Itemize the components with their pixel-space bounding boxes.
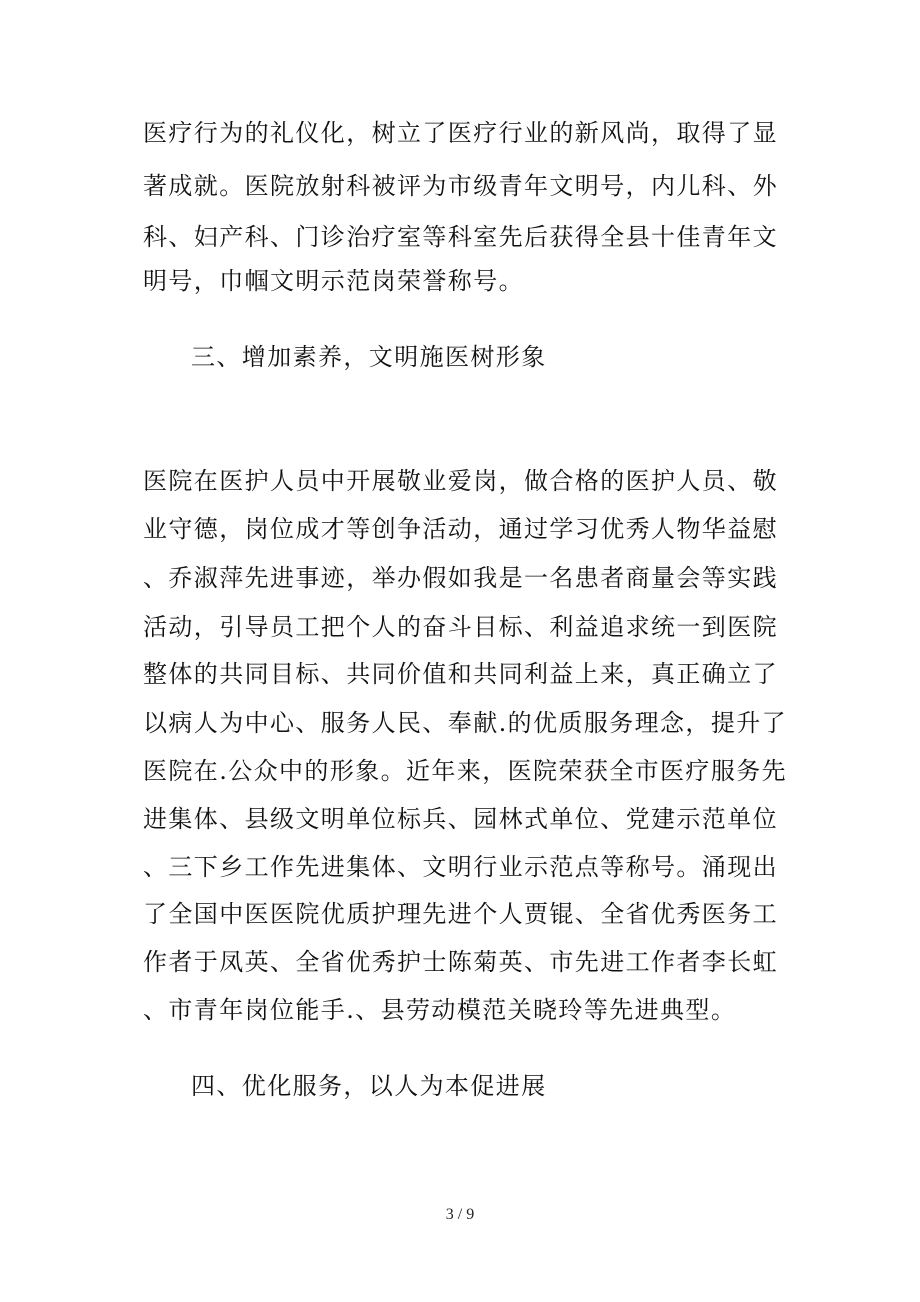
section-heading-4: 四、优化服务，以人为本促进展 [191, 1072, 547, 1100]
paragraph-2-line-8: 进集体、县级文明单位标兵、园林式单位、党建示范单位 [143, 805, 778, 833]
paragraph-2-line-2: 业守德，岗位成才等创争活动，通过学习优秀人物华益慰 [143, 515, 778, 543]
paragraph-2-line-12: 、市青年岗位能手.、县劳动模范关晓玲等先进典型。 [143, 996, 737, 1024]
paragraph-2-line-10: 了全国中医医院优质护理先进个人贾锟、全省优秀医务工 [143, 900, 778, 928]
paragraph-2-line-3: 、乔淑萍先进事迹，举办假如我是一名患者商量会等实践 [143, 564, 778, 592]
paragraph-1-line-2: 著成就。医院放射科被评为市级青年文明号，内儿科、外 [143, 172, 778, 200]
section-heading-3: 三、增加素养，文明施医树形象 [191, 343, 547, 371]
paragraph-2-line-9: 、三下乡工作先进集体、文明行业示范点等称号。涌现出 [143, 853, 778, 881]
page-number: 3 / 9 [445, 1206, 475, 1223]
paragraph-2-line-7: 医院在.公众中的形象。近年来，医院荣获全市医疗服务先 [143, 757, 788, 785]
paragraph-1-line-3: 科、妇产科、门诊治疗室等科室先后获得全县十佳青年文 [143, 223, 778, 251]
paragraph-1-line-4: 明号，巾帼文明示范岗荣誉称号。 [143, 267, 524, 295]
paragraph-2-line-1: 医院在医护人员中开展敬业爱岗，做合格的医护人员、敬 [143, 467, 778, 495]
paragraph-2-line-6: 以病人为中心、服务人民、奉献.的优质服务理念，提升了 [143, 709, 788, 737]
paragraph-2-line-4: 活动，引导员工把个人的奋斗目标、利益追求统一到医院 [143, 613, 778, 641]
paragraph-2-line-11: 作者于凤英、全省优秀护士陈菊英、市先进工作者李长虹 [143, 948, 778, 976]
paragraph-1-line-1: 医疗行为的礼仪化，树立了医疗行业的新风尚，取得了显 [143, 119, 778, 147]
paragraph-2-line-5: 整体的共同目标、共同价值和共同利益上来，真正确立了 [143, 660, 778, 688]
